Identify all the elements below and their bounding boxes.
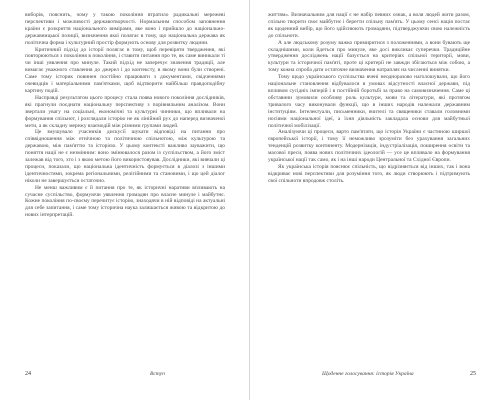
right-page-body [268, 12, 470, 358]
paragraph: Це змушувало учасників дискусії шукати відповіді на питання про співвідношення між етнічною та політичною спільнотою, між культурою та державою, між пам'яттю та історією. У цьому контексті важливо зауважити, що поняття нації не є незмінним: воно змінювалося разом із суспільством, а його зміст залежав від того, хто і з якою метою його використовував. Дослідники, які вивчали ці процеси, показали, що національна ідентичність формується в діалозі з іншими ідентичностями, зокрема регіональними, релігійними та становими, і що цей діалог ніколи не завершується остаточно. [25, 129, 225, 184]
paragraph: А але людському розуму важко примиритися з положеннями, а вони бувають ще складнішими, коли йдеться про минуле, яке досі викликає суперечки. Традиційне утвердження досліджень нації базується на критеріях спільної території, мови, культури та історичної пам'яті, проте ці критерії не завжди збігаються між собою, а тому кожна спроба дати остаточне визначення натрапляє на численні винятки. [268, 39, 470, 74]
running-head: Щоденне голосування: історія Україна [322, 371, 414, 377]
page-number: 25 [470, 371, 476, 377]
paragraph: Не менш важливим є й питання про те, як історичні наративи впливають на сучасне суспільство, формуючи уявлення громадян про власне минуле і майбутнє. Кожне покоління по-своєму перечитує історію, знаходячи в ній відповіді на актуальні для себе запитання, і саме тому історична наука залишається живою та відкритою до нових інтерпретацій. [25, 184, 225, 219]
paragraph: Критичний підхід до історії полягає в тому, щоб перевіряти твердження, які повторюються з покоління в покоління, і ставити питання про те, як саме виникали ті чи інші уявлення про минуле. Такий підхід не заперечує значення традиції, але вимагає уважного ставлення до джерел і до контексту, в якому вони були створені. Саме тому історик повинен постійно працювати з документами, свідченнями очевидців і матеріальними пам'ятками, щоб відтворити найбільш правдоподібну картину подій. [25, 46, 225, 94]
running-head: Вступ [150, 371, 165, 377]
paragraph: Тому щодо українського суспільства вчені неодноразово наголошували, що його національне становлення відбувалося в умовах відсутності власної держави, під впливом сусідніх імперій і в постійній боротьбі за право на самовизначення. Саме ці обставини зумовили особливу роль культури, мови та літератури, які протягом тривалого часу виконували функції, що в інших народів належали державним інституціям. Інтелектуали, письменники, вчителі та священики ставали головними носіями національної ідеї, а їхня діяльність закладала основи для майбутньої політичної мобілізації. [268, 74, 470, 129]
paragraph: життям». Визначальним для нації є не набір певних ознак, а воля людей жити разом, спільно творити своє майбутнє і берегти спільну пам'ять. У цьому сенсі нація постає як щоденний вибір, що його здійснюють громадяни, підтверджуючи свою належність до спільноти. [268, 12, 470, 39]
paragraph: Аналізуючи ці процеси, варто пам'ятати, що історія України є частиною ширшої європейської історії, і тому її неможливо зрозуміти без урахування загальних тенденцій розвитку континенту. Модернізація, індустріалізація, поширення освіти та масової преси, поява нових політичних ідеологій — усе це впливало на формування української нації так само, як і на інші народи Центральної та Східної Європи. [268, 129, 470, 164]
page-number: 24 [25, 371, 31, 377]
paragraph: виборів, пояснить, чому у такою покоління втратило радикальні мережеві перспективи і можливості державотворчості. Нормальним способом заповнення країни є розкриття національного вимірами, яке воно і прийшло до національно-державницької позиції, визначення якої полягає в тому, що національна держава як політична форма і культурний простір формують основу для розвитку людини. [25, 12, 225, 46]
paragraph: Як українська історія пояснює спільність, що відрізняється від інших, так і вона відкриває нові перспективи для розуміння того, як люди створюють і підтримують свої спільноти впродовж століть. [268, 163, 470, 184]
paragraph: Насправді результатом цього процесу стала поява нового покоління дослідників, які прагнули поєднати національну перспективу з порівняльним аналізом. Вони звертали увагу на соціальні, економічні та культурні чинники, що впливали на формування спільнот, і розглядали історію не як лінійний рух до наперед визначеної мети, а як складну мережу взаємодій між різними групами людей. [25, 94, 225, 129]
left-page-body [25, 12, 225, 358]
right-page [250, 0, 500, 400]
